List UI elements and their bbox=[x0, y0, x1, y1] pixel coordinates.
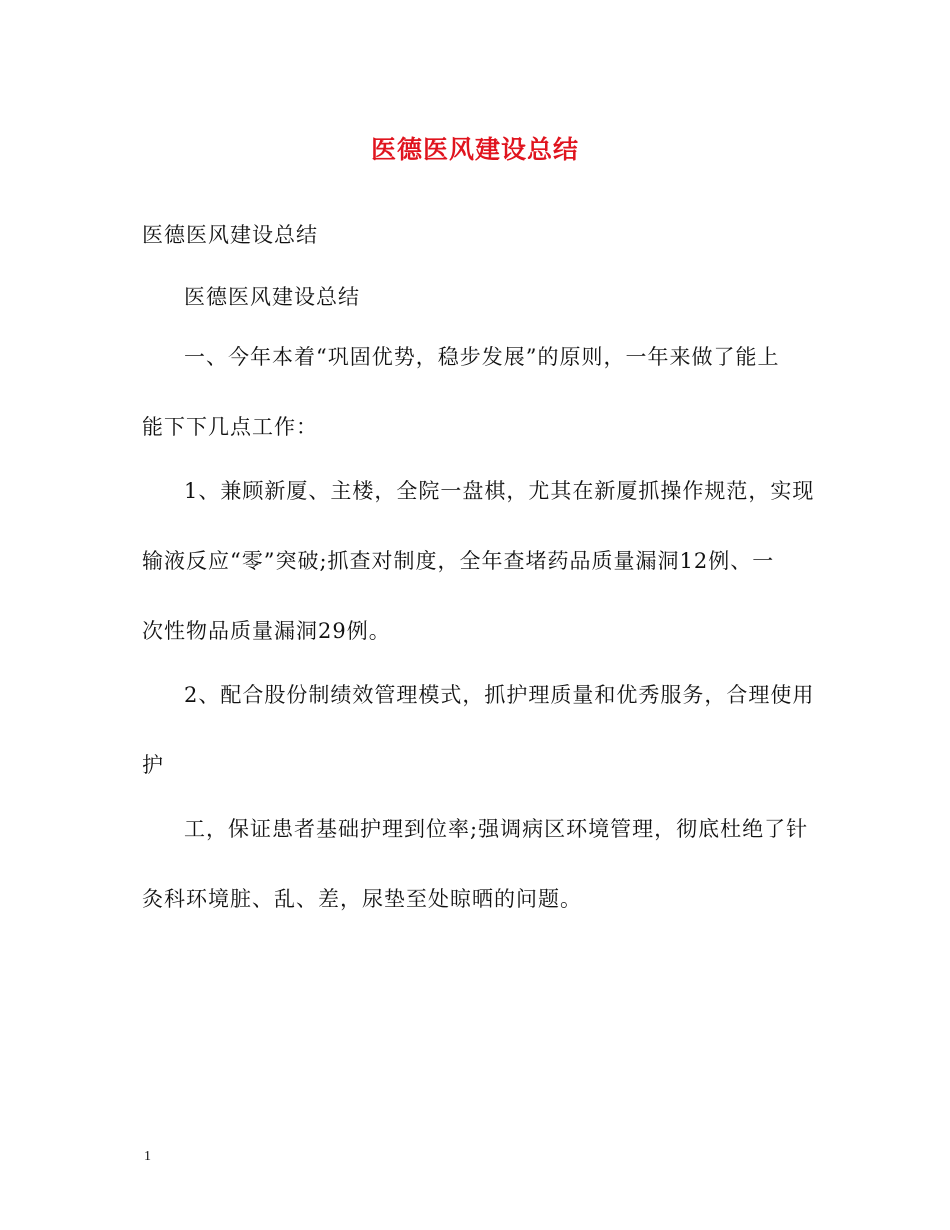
text-line: 2、配合股份制绩效管理模式，抓护理质量和优秀服务，合理使用 bbox=[184, 683, 815, 707]
text-line: 输液反应“零”突破;抓查对制度，全年查堵药品质量漏洞12例、一 bbox=[142, 549, 775, 573]
text-line: 次性物品质量漏洞29例。 bbox=[142, 619, 391, 643]
text-line: 工，保证患者基础护理到位率;强调病区环境管理，彻底杜绝了针 bbox=[184, 817, 809, 841]
text-line: 护 bbox=[142, 753, 164, 777]
text-line: 灸科环境脏、乱、差，尿垫至处晾晒的问题。 bbox=[142, 887, 582, 911]
text-line: 一、今年本着“巩固优势，稳步发展”的原则，一年来做了能上 bbox=[184, 345, 780, 369]
text-line: 1、兼顾新厦、主楼，全院一盘棋，尤其在新厦抓操作规范，实现 bbox=[184, 479, 815, 503]
page-number: 1 bbox=[144, 1149, 151, 1164]
text-line: 医德医风建设总结 bbox=[184, 285, 360, 309]
document-title: 医德医风建设总结 bbox=[370, 135, 579, 164]
text-line: 医德医风建设总结 bbox=[142, 223, 318, 247]
text-line: 能下下几点工作： bbox=[142, 415, 318, 439]
